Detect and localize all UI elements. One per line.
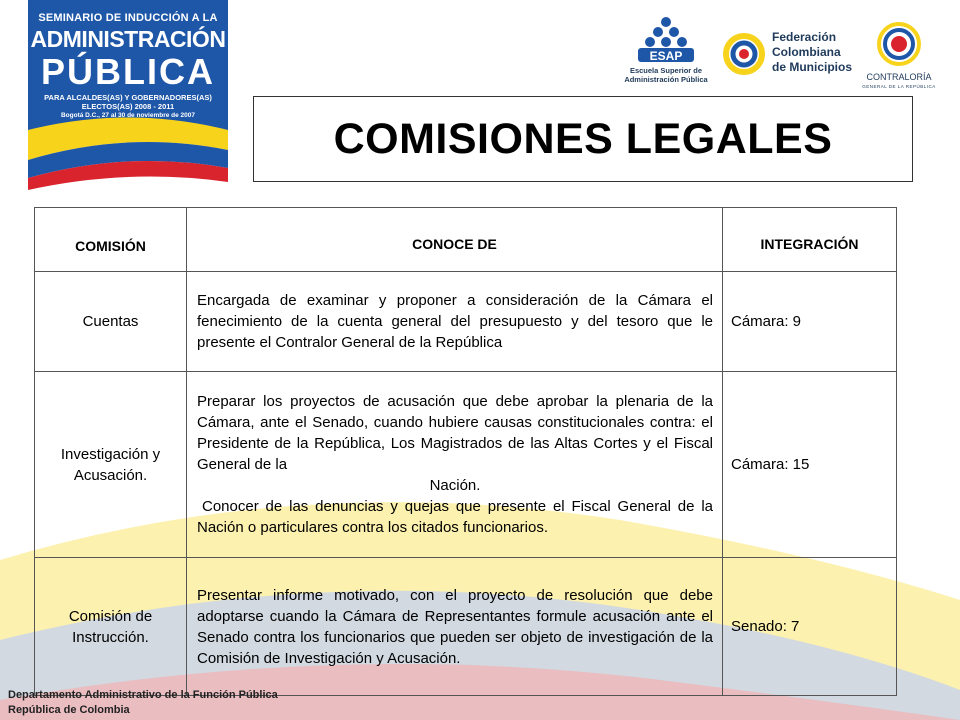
contraloria-name: CONTRALORÍA [866, 72, 932, 82]
fcm-line2: Colombiana [772, 45, 841, 59]
row-conoce-de [187, 372, 723, 558]
row-integracion: Cámara: 9 [723, 272, 897, 372]
row-comision: Investigación y Acusación. [35, 372, 187, 558]
esap-mark-icon [620, 16, 712, 66]
fcm-spiral-icon [722, 26, 768, 86]
seminar-logo [28, 0, 228, 190]
logo-line-audience: PARA ALCALDES(AS) Y GOBERNADORES(AS) [44, 93, 212, 102]
footer-country: República de Colombia [8, 704, 130, 716]
logo-line-administracion: ADMINISTRACIÓN [30, 26, 226, 52]
footer-department: Departamento Administrativo de la Función Pública [8, 689, 278, 701]
esap-caption-line1: Escuela Superior de [629, 66, 703, 75]
esap-logo [620, 16, 712, 92]
row-conoce-de-paragraph-2: Conocer de las denuncias y quejas que presente el Fiscal General de la Nación o particulares contra los citados funcionarios. [197, 498, 713, 536]
contraloria-emblem-icon [858, 22, 940, 70]
table-row [35, 272, 897, 372]
row-comision: Cuentas [35, 272, 187, 372]
row-conoce-de-paragraph-1: Preparar los proyectos de acusación que debe aprobar la plenaria de la Cámara, ante el Senado, cuando hubiere causas constitucionales contra: el Presidente de la República, Los Magistrados de las Altas Cortes y el Fiscal General de la [197, 393, 713, 473]
logo-line-publica: PÚBLICA [41, 51, 215, 92]
esap-caption-line2: Administración Pública [624, 75, 708, 84]
logo-line-date: Bogotá D.C., 27 al 30 de noviembre de 2007 [60, 112, 196, 119]
commissions-table [34, 207, 897, 696]
contraloria-sub: GENERAL DE LA REPÚBLICA [862, 84, 936, 89]
row-conoce-de: Encargada de examinar y proponer a consideración de la Cámara el fenecimiento de la cuenta general del presupuesto y del tesoro que le presente el Contralor General de la República [187, 272, 723, 372]
fcm-line1: Federación [772, 30, 837, 44]
fcm-line3: de Municipios [772, 60, 853, 74]
row-conoce-de-paragraph-1-end: Nación. [429, 477, 481, 494]
fcm-logo [722, 22, 852, 92]
title-box [253, 96, 913, 182]
esap-mark-text: ESAP [649, 49, 683, 63]
logo-line-period: ELECTOS(AS) 2008 - 2011 [81, 102, 175, 111]
row-comision: Comisión de Instrucción. [35, 558, 187, 696]
footer [8, 688, 278, 718]
header-comision: COMISIÓN [35, 208, 187, 272]
logo-line-seminario: SEMINARIO DE INDUCCIÓN A LA [38, 12, 218, 24]
row-conoce-de: Presentar informe motivado, con el proyecto de resolución que debe adoptarse cuando la Cámara de Representantes formule acusación ante el Senado contra los funcionarios que pueden ser objeto de investigación de la Comisión de Investigación y Acusación. [187, 558, 723, 696]
header-conoce-de: CONOCE DE [187, 208, 723, 272]
header-integracion: INTEGRACIÓN [723, 208, 897, 272]
row-integracion: Cámara: 15 [723, 372, 897, 558]
page-title: COMISIONES LEGALES [333, 114, 833, 163]
table-row [35, 372, 897, 558]
table-header-row [35, 208, 897, 272]
row-integracion: Senado: 7 [723, 558, 897, 696]
table-row [35, 558, 897, 696]
contraloria-logo [858, 22, 940, 92]
